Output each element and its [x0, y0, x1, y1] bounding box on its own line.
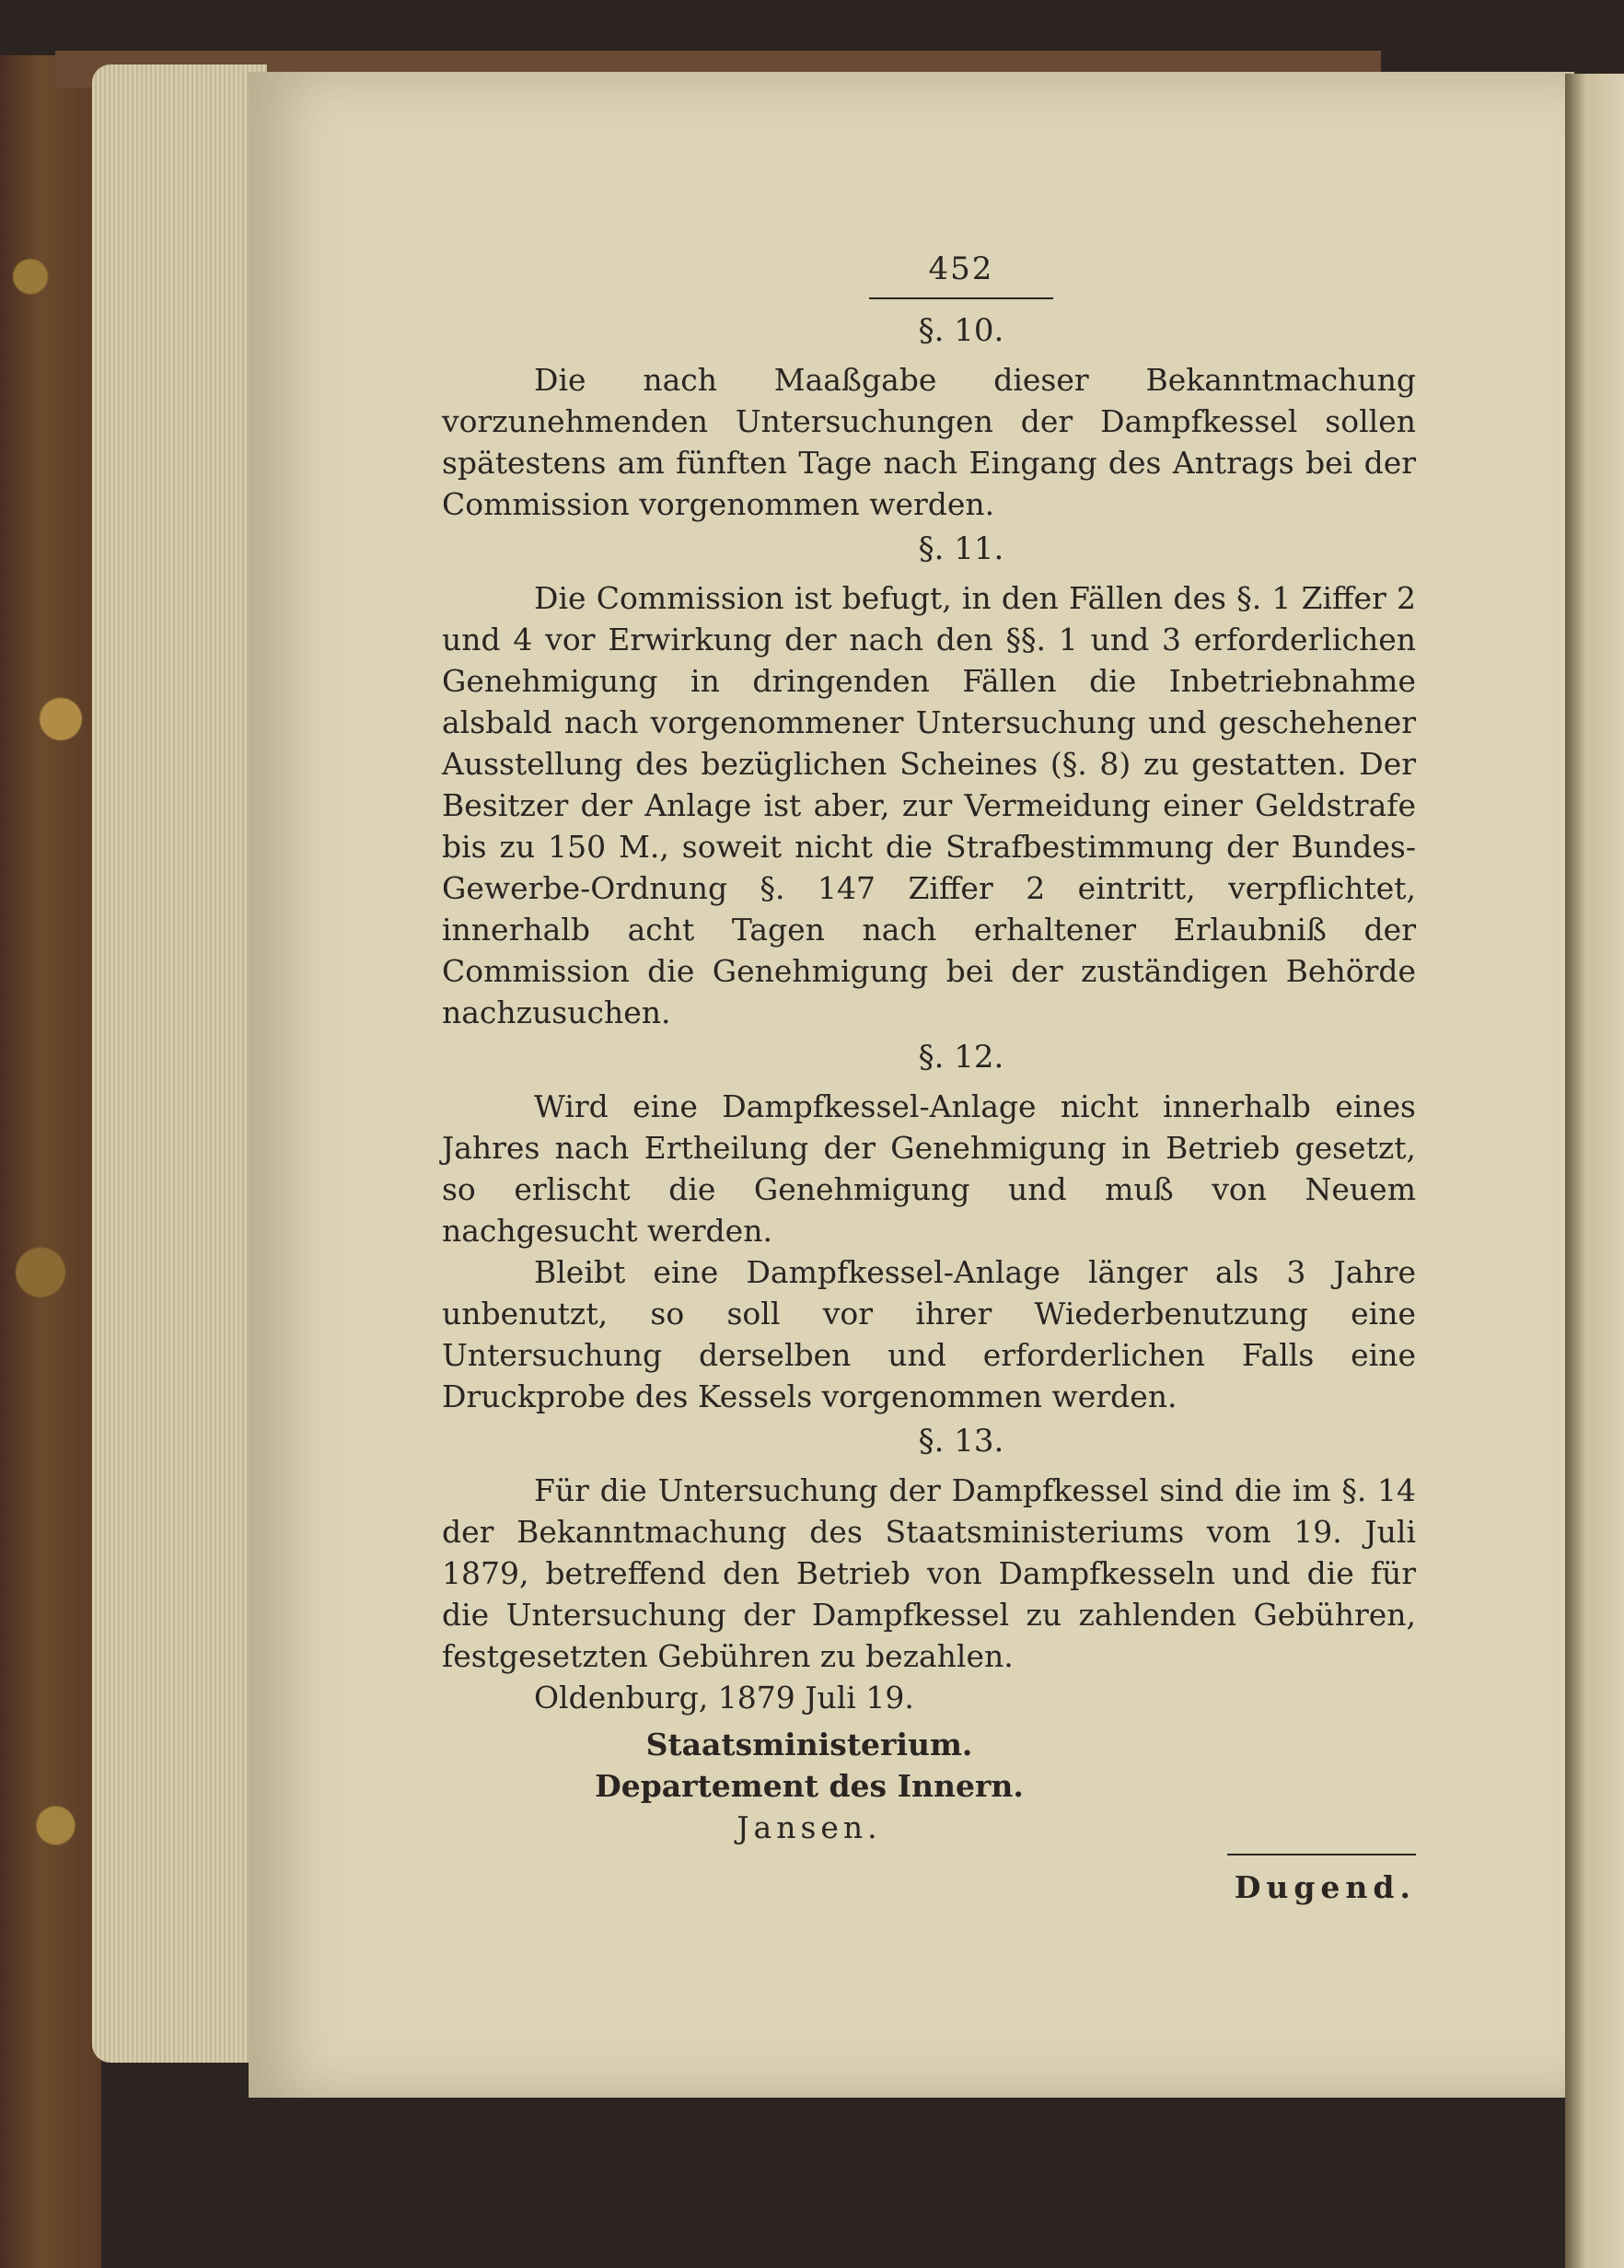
- countersign: Dugend.: [1234, 1869, 1416, 1905]
- section-10: [442, 310, 1416, 525]
- page-stack-edge: [92, 64, 267, 2063]
- paragraph: Bleibt eine Dampfkessel-Anlage länger als 3 Jahre unbenutzt, so soll vor ihrer Wiederbenutzung eine Untersuchung derselben und erforderlichen Falls eine Druckprobe des Kessels vorgenommen werden.: [442, 1254, 1416, 1414]
- signature-department: Departement des Innern.: [595, 1768, 1024, 1804]
- paragraph: Die nach Maaßgabe dieser Bekanntmachung vorzunehmenden Untersuchungen der Dampfkessel sollen spätestens am fünften Tage nach Eingang des Antrags bei der Commission vorgenommen werden.: [442, 362, 1416, 522]
- signature-name: Jansen.: [737, 1809, 882, 1845]
- paragraph: Wird eine Dampfkessel-Anlage nicht innerhalb eines Jahres nach Ertheilung der Genehmigung in Betrieb gesetzt, so erlischt die Genehmigung und muß von Neuem nachgesucht werden.: [442, 1088, 1416, 1249]
- page-number-rule: [869, 297, 1053, 299]
- section-heading: §. 11.: [918, 530, 1004, 567]
- section-13: [442, 1421, 1416, 1677]
- section-12: [442, 1037, 1416, 1417]
- place-date: Oldenburg, 1879 Juli 19.: [534, 1680, 914, 1716]
- signature-ministry: Staatsministerium.: [645, 1727, 973, 1762]
- section-heading: §. 10.: [918, 312, 1004, 349]
- page-number: 452: [928, 250, 994, 287]
- closing-rule: [1227, 1854, 1416, 1855]
- section-11: [442, 529, 1416, 1033]
- page-text: [442, 249, 1416, 1908]
- facing-page-edge: [1565, 74, 1624, 2268]
- section-heading: §. 13.: [918, 1423, 1004, 1460]
- paragraph: Die Commission ist befugt, in den Fällen des §. 1 Ziffer 2 und 4 vor Erwirkung der nach den §§. 1 und 3 erforderlichen Genehmigung in dringenden Fällen die Inbetriebnahme alsbald nach vorgenommener Untersuchung und geschehener Ausstellung des bezüglichen Scheines (§. 8) zu gestatten. Der Besitzer der Anlage ist aber, zur Vermeidung einer Geldstrafe bis zu 150 M., soweit nicht die Strafbestimmung der Bundes-Gewerbe-Ordnung §. 147 Ziffer 2 eintritt, verpflichtet, innerhalb acht Tagen nach erhaltener Erlaubniß der Commission die Genehmigung bei der zuständigen Behörde nachzusuchen.: [442, 580, 1416, 1030]
- paragraph: Für die Untersuchung der Dampfkessel sind die im §. 14 der Bekanntmachung des Staatsministeriums vom 19. Juli 1879, betreffend den Betrieb von Dampfkesseln und die für die Untersuchung der Dampfkessel zu zahlenden Gebühren, festgesetzten Gebühren zu bezahlen.: [442, 1472, 1416, 1674]
- book-cover-edge: [0, 55, 101, 2268]
- section-heading: §. 12.: [918, 1039, 1004, 1076]
